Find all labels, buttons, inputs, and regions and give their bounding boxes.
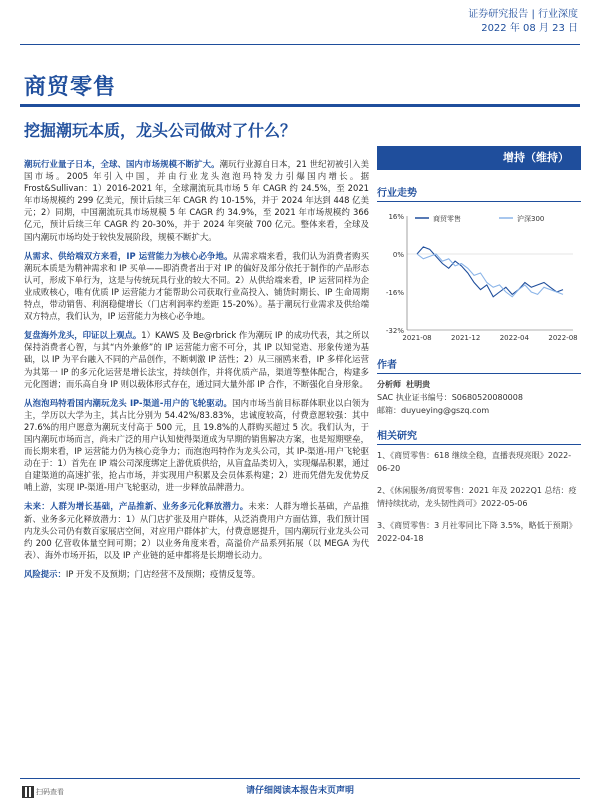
title-rule [20,104,580,107]
footer-disclaimer: 请仔细阅读本报告末页声明 [245,786,354,796]
trend-title: 行业走势 [377,180,581,202]
legend-label: 商贸零售 [433,215,461,223]
footer-rule [20,778,580,779]
risk-lead: 风险提示： [24,568,66,579]
paragraph [24,397,369,494]
y-tick-label: -32% [385,327,404,335]
paragraph [24,158,369,243]
summary-body [24,158,369,587]
cert-number: S0680520080008 [451,393,523,402]
x-tick-label: 2021-08 [402,334,432,342]
trend-chart-svg [377,202,581,352]
paragraph-lead: 复盘海外龙头，印证以上观点。 [24,330,142,341]
report-type: 证券研究报告 [468,9,529,20]
analyst-name: 杜明贵 [406,380,431,389]
x-tick-label: 2022-08 [548,334,578,342]
cert-label: SAC 执业证书编号： [377,393,452,402]
risk-warning [24,568,369,580]
paragraph [24,329,369,389]
y-tick-label: -16% [385,289,404,297]
x-tick-label: 2021-12 [451,334,481,342]
related-list [377,449,581,545]
sidebar [377,146,581,554]
separator: | [531,9,535,20]
paragraph-body: 从需求端来看，我们认为消费者购买潮玩本质是为精神需求和 IP 买单——即消费者出于对 IP 的偏好及部分依托于制作的产品形态认可，形成下单行为，这是与传统玩具行业的较大不同。2）从供给端来看，IP 运营同样为企业成败核心，唯有优质 IP 运营能力才能帮助公司获取行业高投入、铺货时期长、IP 生命周期特点，带动销售、利润稳健增长（门店利润率约差距 15-20%）。基于潮玩行业需求及供给端双方特点，我们认为，IP 运营能力为核心必争地。 [24,250,370,322]
report-title: 挖掘潮玩本质，龙头公司做对了什么？ [24,121,297,140]
analyst-info [377,378,581,417]
report-category: 行业深度 [538,9,578,20]
paragraph-body: 1）KAWS 及 Be@rbrick 作为潮玩 IP 的成功代表，其之所以保持消费者心智，与其“内外兼修”的 IP 运营能力密不可分，其 IP 以知觉造、形象传递为基础，以 IP 为平台融入不同的产品创作，不断刺激 IP 活性；2）从三丽鸥来看，IP 多样化运营为其第一 IP 的多元化运营是增长法宝，持续创作，并将优质产品，渠道等整体配合，构建多元化图谱；而乐高自身 IP 则以载体形式存在，通过同大量外部 IP 合作，不断强化自身形象。 [24,330,369,389]
paragraph-body: 潮玩行业源自日本，21 世纪初被引入美国市场。2005 年引入中国，并由行业龙头泡泡玛特发力引爆国内增长。据 Frost&Sullivan：1）2016-2021 年，全球潮流玩具市场 5 年 CAGR 约 24.5%，至 2021 年市场规模约 299 亿美元，预计后续三年 CAGR 约 10-15%，并于 2024 年达到 448 亿美元；2）同期，中国潮流玩具市场规模 5 年 CAGR 约 34.9%，至 2021 年市场规模约 366 亿元，预计后续三年 CAGR 约 20-30%，并于 2024 年突破 700 亿元。整体来看，全球及国内潮玩市场均处于较快发展阶段，规模不断扩大。 [24,159,369,242]
y-tick-label: 16% [388,213,404,221]
industry-name: 商贸零售 [24,75,117,100]
rating-badge: 增持（维持） [377,146,581,170]
legend-label: 沪深300 [517,215,545,223]
paragraph-lead: 未来：人群为增长基础，产品推新、业务多元化释放潜力。 [24,501,249,512]
paragraph [24,250,369,323]
paragraph-lead: 从泡泡玛特看国内潮玩龙头 IP-渠道-用户的飞轮驱动。 [24,397,233,408]
qr-label: 扫码查看 [36,788,64,796]
related-item[interactable]: 3、《商贸零售：3 月社零同比下降 3.5%，略低于预期》2022-04-18 [377,521,577,543]
paragraph-body: 国内市场当前目标群体职业以白领为主，学历以大学为主，其占比分别为 54.42%/83.83%，忠诚度较高，付费意愿较强：其中 27.6%的用户愿意为潮玩支付高于 500 元，且 19.8%的人群购买超过 5 次。我们认为，于国内潮玩市场而言，尚未广泛的用户认知使得渠道成为早期的销售解决方案，也是短期壁垒，而长期来看，IP 运营能力仍为核心竞争力；而泡泡玛特作为龙头公司，其 IP-渠道-用户飞轮驱动在于：1）首先在 IP 端公司深度绑定上游优质供给，从盲盒品类切入，实现爆品积累，通过自建渠道的高速扩张，抢占市场，并实现用户积累及会员体系构建；2）进而凭借先发优势反哺上游，实现 IP-渠道-用户飞轮驱动，进一步释放品牌潜力。 [24,397,369,493]
related-title: 相关研究 [377,423,581,445]
risk-body: IP 开发不及预期；门店经营不及预期；疫情反复等。 [65,568,261,579]
paragraph-body: 未来：人群为增长基础，产品推新、业务多元化释放潜力：1）从门店扩张及用户群体，从泛消费用户方面估算，我们预计国内龙头公司仍有数百家展店空间，对应用户群体扩大，付费意愿提升，国内潮玩行业龙头公司约 200 亿营收体量空间可期；2）以业务角度来看，高溢价产品系列拓展（以 MEGA 为代表）、海外市场开拓，以及 IP 产业链的延申都将是长期增长动力。 [24,501,370,560]
y-tick-label: 0% [392,251,404,259]
x-tick-label: 2022-04 [499,334,529,342]
paragraph-lead: 从需求、供给端双方来看，IP 运营能力为核心必争地。 [24,250,233,261]
series-line-retail [417,247,563,297]
related-item[interactable]: 1、《商贸零售：618 继续全稳，直播表现亮眼》2022-06-20 [377,451,572,473]
analyst-title: 作者 [377,352,581,374]
analyst-role: 分析师 [377,380,401,389]
header-rule [20,44,580,45]
trend-chart [377,202,581,352]
paragraph [24,500,369,560]
paragraph-lead: 潮玩行业量子日本，全球、国内市场规模不断扩大。 [24,159,220,169]
header-meta [468,8,578,36]
report-date: 2022 年 08 月 23 日 [481,23,578,34]
analyst-email[interactable]: duyueying@gszq.com [401,406,490,415]
related-item[interactable]: 2、《休闲服务/商贸零售：2021 年及 2022Q1 总结：疫情持续扰动，龙头韧性尚可》2022-05-06 [377,486,577,508]
email-label: 邮箱： [377,406,401,415]
